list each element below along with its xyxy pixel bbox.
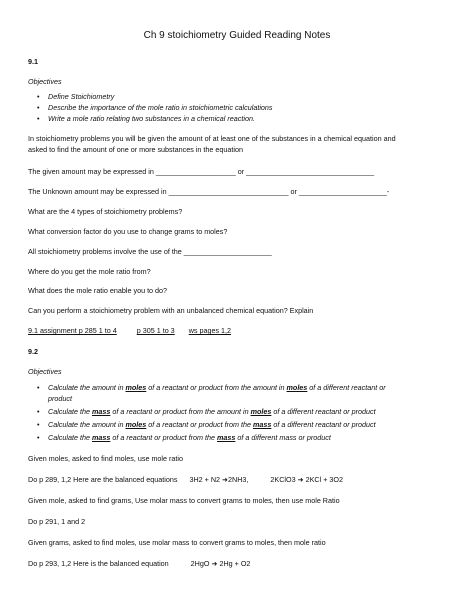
objective-item: • Calculate the amount in moles of a reactant or product from the amount in moles of a different reactant or [48,383,386,392]
given-amount-line: The given amount may be expressed in ____________________ or ________________________________ [28,167,375,176]
assignment-part: 9.1 assignment p 285 1 to 4 [28,326,117,335]
objective-item: • Write a mole ratio relating two substances in a chemical reaction. [48,114,255,123]
question-unbalanced: Can you perform a stoichiometry problem with an unbalanced chemical equation? Explain [28,306,314,315]
assignment-line [28,326,231,335]
objective-item: • Calculate the mass of a reactant or product from the mass of a different mass or product [48,433,331,442]
assignment-part: ws pages 1,2 [188,326,232,335]
do-289-line: Do p 289, 1,2 Here are the balanced equations 3H2 + N2 ➜2NH3, 2KClO3 ➜ 2KCl + 3O2 [28,475,343,484]
question-types: What are the 4 types of stoichiometry problems? [28,207,183,216]
section-heading-9-1: 9.1 [28,57,38,66]
given-grams-moles-text: Given grams, asked to find moles, use molar mass to convert grams to moles, then mole ratio [28,538,326,547]
right-arrow-icon: ➜ [211,559,218,568]
question-all: All stoichiometry problems involve the use of the ______________________ [28,247,272,256]
objective-item: • Calculate the mass of a reactant or product from the amount in moles of a different reactant or product [48,407,376,416]
do-293-line: Do p 293, 1,2 Here is the balanced equation 2HgO ➜ 2Hg + O2 [28,559,251,568]
objectives-label: Objectives [28,77,62,86]
do-291-line: Do p 291, 1 and 2 [28,517,86,526]
objectives-label: Objectives [28,367,62,376]
assignment-part: p 305 1 to 3 [136,326,175,335]
section-heading-9-2: 9.2 [28,347,38,356]
intro-text: asked to find the amount of one or more substances in the equation [28,145,243,154]
page-title: Ch 9 stoichiometry Guided Reading Notes [143,30,331,41]
objective-continuation: product [48,394,72,403]
intro-text: In stoichiometry problems you will be given the amount of at least one of the substances in a chemical equation and [28,134,396,143]
question-enable: What does the mole ratio enable you to do? [28,286,168,295]
objective-item: • Describe the importance of the mole ratio in stoichiometric calculations [48,103,273,112]
question-where: Where do you get the mole ratio from? [28,267,151,276]
given-mole-grams-text: Given mole, asked to find grams, Use molar mass to convert grams to moles, then use mole Ratio [28,496,340,505]
right-arrow-icon: ➜ [297,475,304,484]
objective-item: • Define Stoichiometry [48,92,114,101]
question-conversion: What conversion factor do you use to change grams to moles? [28,227,228,236]
given-moles-text: Given moles, asked to find moles, use mole ratio [28,454,184,463]
right-arrow-icon: ➜ [222,475,229,484]
unknown-amount-line: The Unknown amount may be expressed in ______________________________ or ______________________- [28,187,390,196]
objective-item: • Calculate the amount in moles of a reactant or product from the mass of a different reactant or product [48,420,376,429]
